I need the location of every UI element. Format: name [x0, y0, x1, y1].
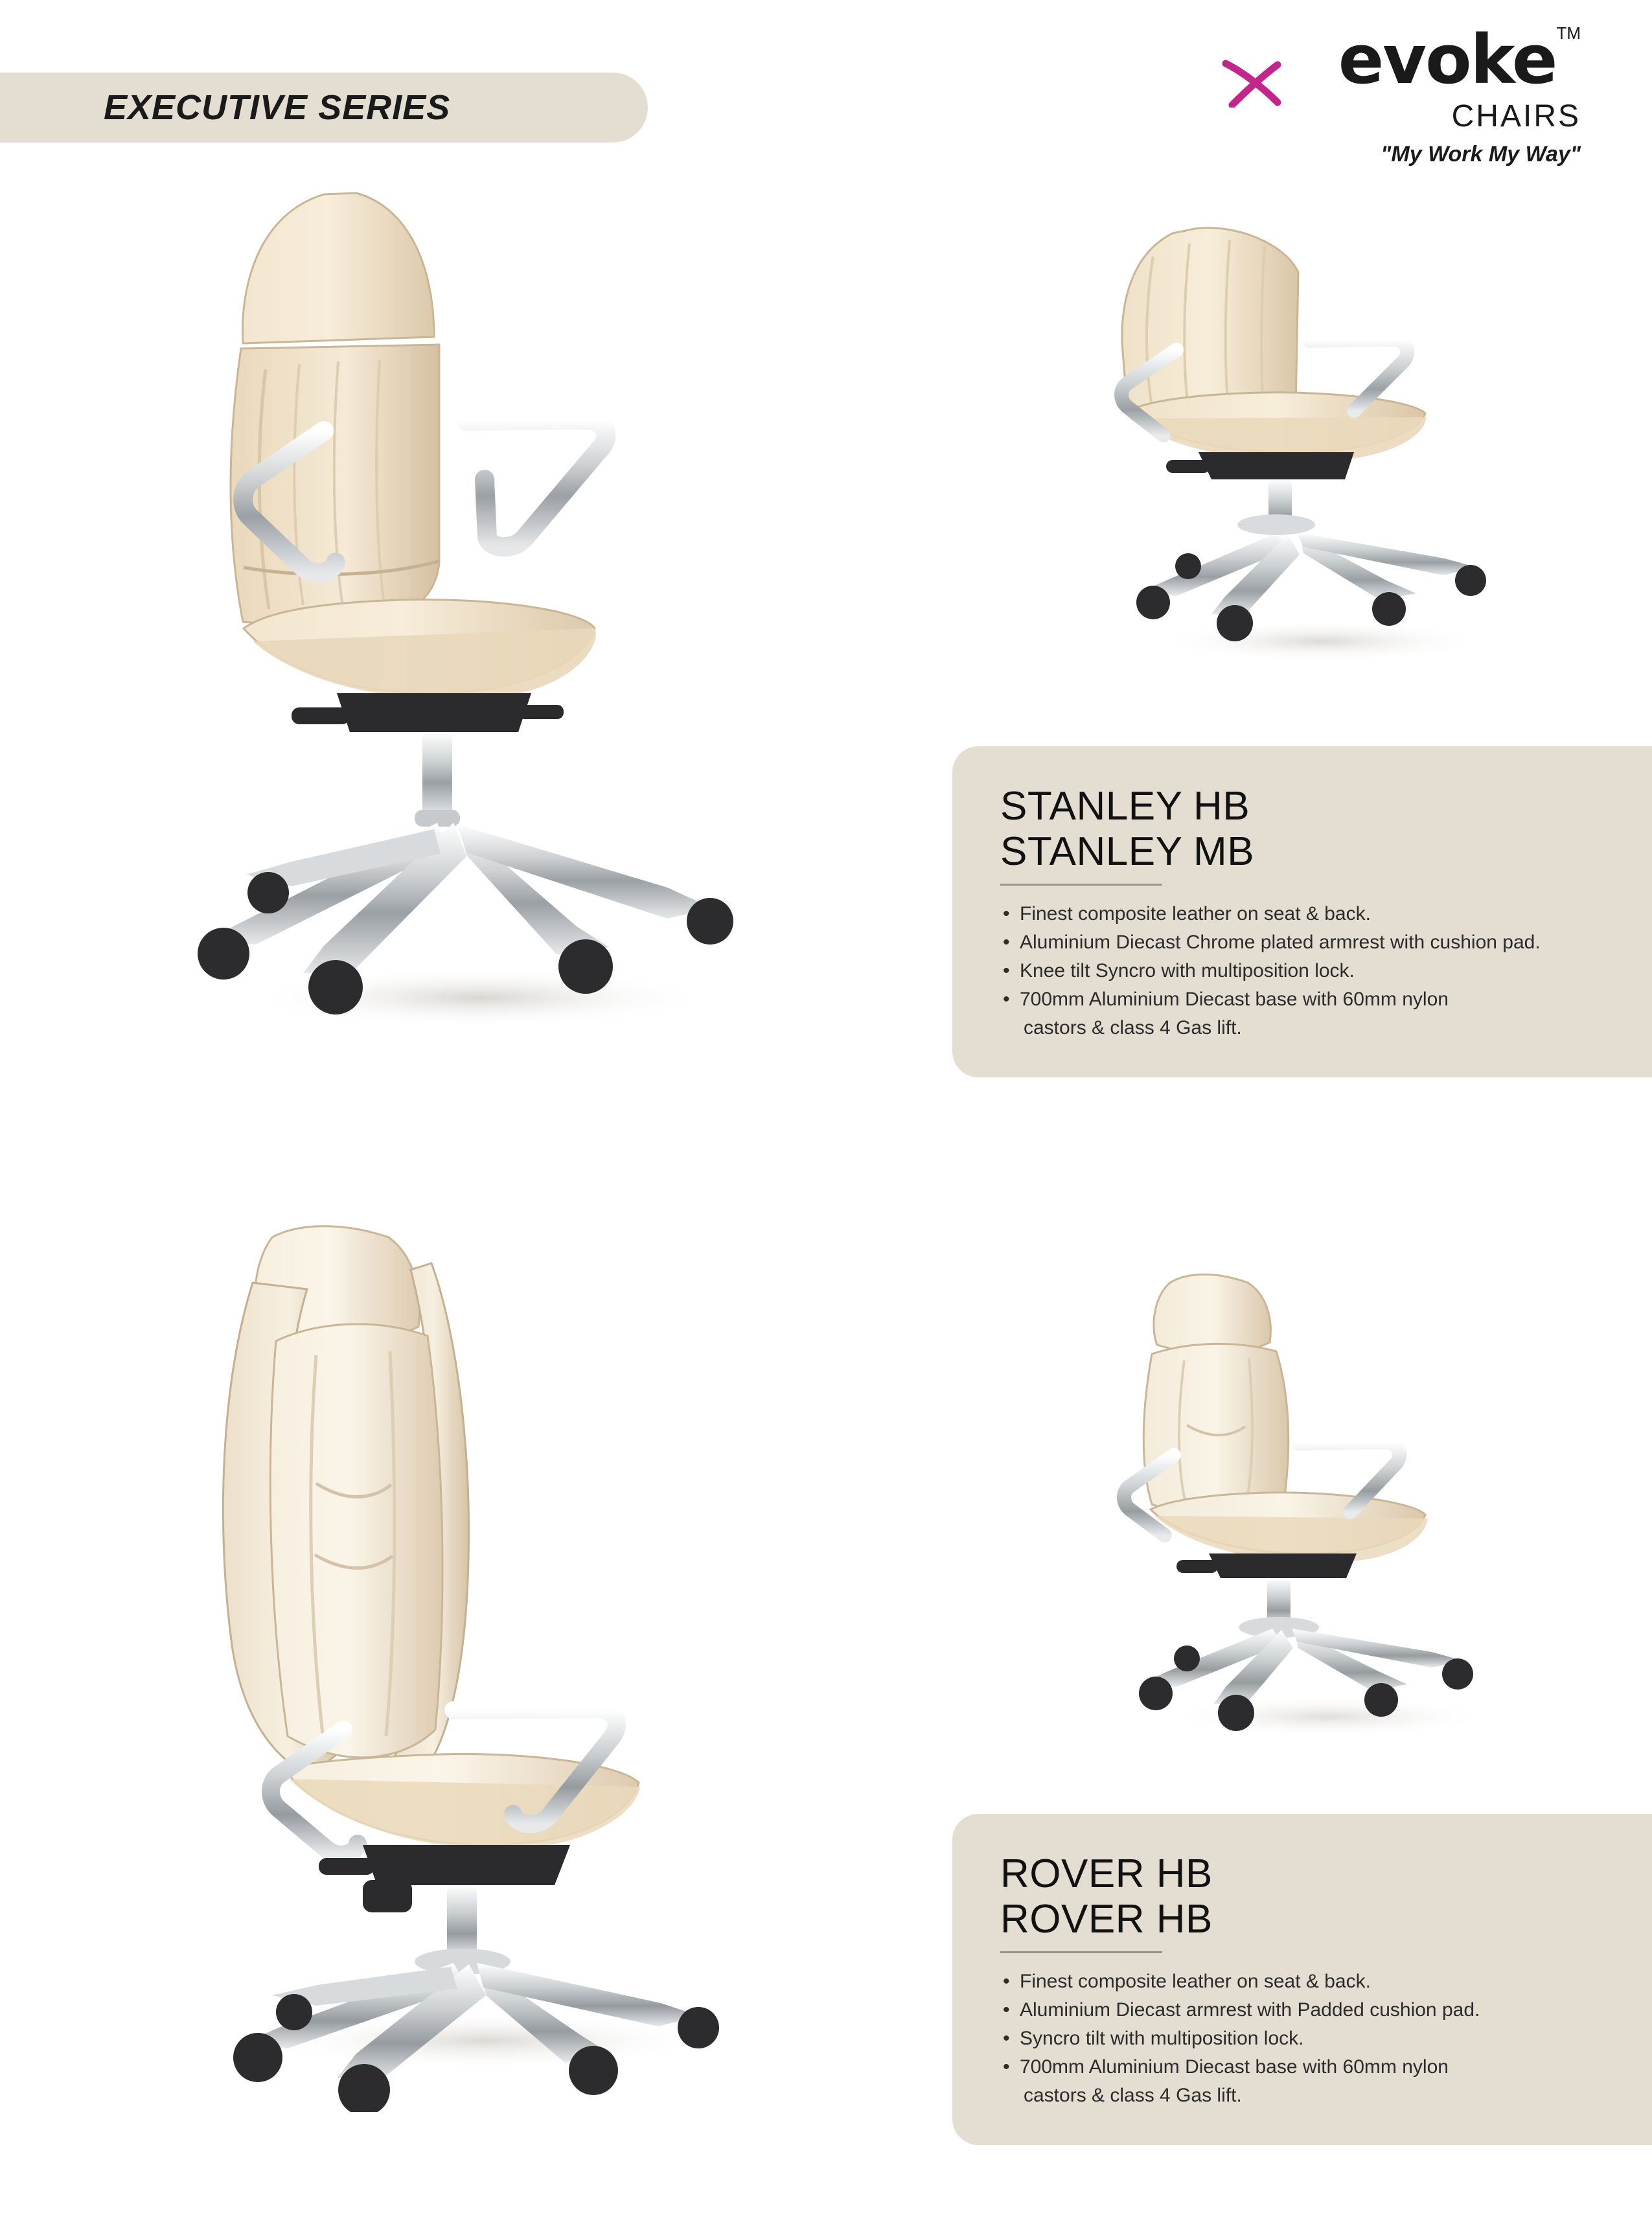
product-info-rover — [952, 1814, 1652, 2145]
list-item-continuation: castors & class 4 Gas lift. — [1024, 2085, 1242, 2106]
list-item: • Aluminium Diecast Chrome plated armrest with cushion pad. — [1000, 928, 1652, 957]
list-item: • Finest composite leather on seat & back. — [1000, 1967, 1652, 1996]
list-item-text: 700mm Aluminium Diecast base with 60mm nylon — [1020, 2056, 1449, 2078]
logo-tagline: "My Work My Way" — [1381, 142, 1581, 166]
title-rule — [1000, 884, 1162, 886]
list-item: • Syncro tilt with multiposition lock. — [1000, 2024, 1652, 2053]
series-title: EXECUTIVE SERIES — [104, 88, 451, 127]
product-title-line1: STANLEY HB — [1000, 784, 1250, 829]
product-image-stanley-hb — [130, 175, 829, 1082]
logo-wordmark: evoke — [1338, 20, 1557, 99]
product-image-stanley-mb — [1050, 194, 1581, 700]
product-title-line2: STANLEY MB — [1000, 829, 1255, 874]
list-item: • Knee tilt Syncro with multiposition lock. — [1000, 957, 1652, 985]
list-item: • Aluminium Diecast armrest with Padded cushion pad. — [1000, 1996, 1652, 2024]
product-title-line1: ROVER HB — [1000, 1851, 1213, 1896]
logo-subtitle: CHAIRS — [1451, 99, 1581, 133]
feature-list — [1000, 1967, 1652, 2110]
product-title-line2: ROVER HB — [1000, 1897, 1213, 1942]
series-banner — [0, 73, 648, 143]
product-info-stanley — [952, 746, 1652, 1077]
logo-trademark: TM — [1556, 23, 1581, 43]
evoke-swoosh-icon — [1222, 60, 1281, 108]
title-rule — [1000, 1951, 1162, 1953]
product-image-rover-hb — [149, 1192, 823, 2112]
list-item-continuation: castors & class 4 Gas lift. — [1024, 1017, 1242, 1038]
list-item — [1000, 2053, 1652, 2110]
list-item — [1000, 985, 1652, 1042]
brand-logo — [1218, 20, 1581, 167]
product-image-rover-mb — [1050, 1257, 1581, 1775]
feature-list — [1000, 900, 1652, 1042]
list-item-text: 700mm Aluminium Diecast base with 60mm nylon — [1020, 989, 1449, 1010]
list-item: • Finest composite leather on seat & back. — [1000, 900, 1652, 928]
